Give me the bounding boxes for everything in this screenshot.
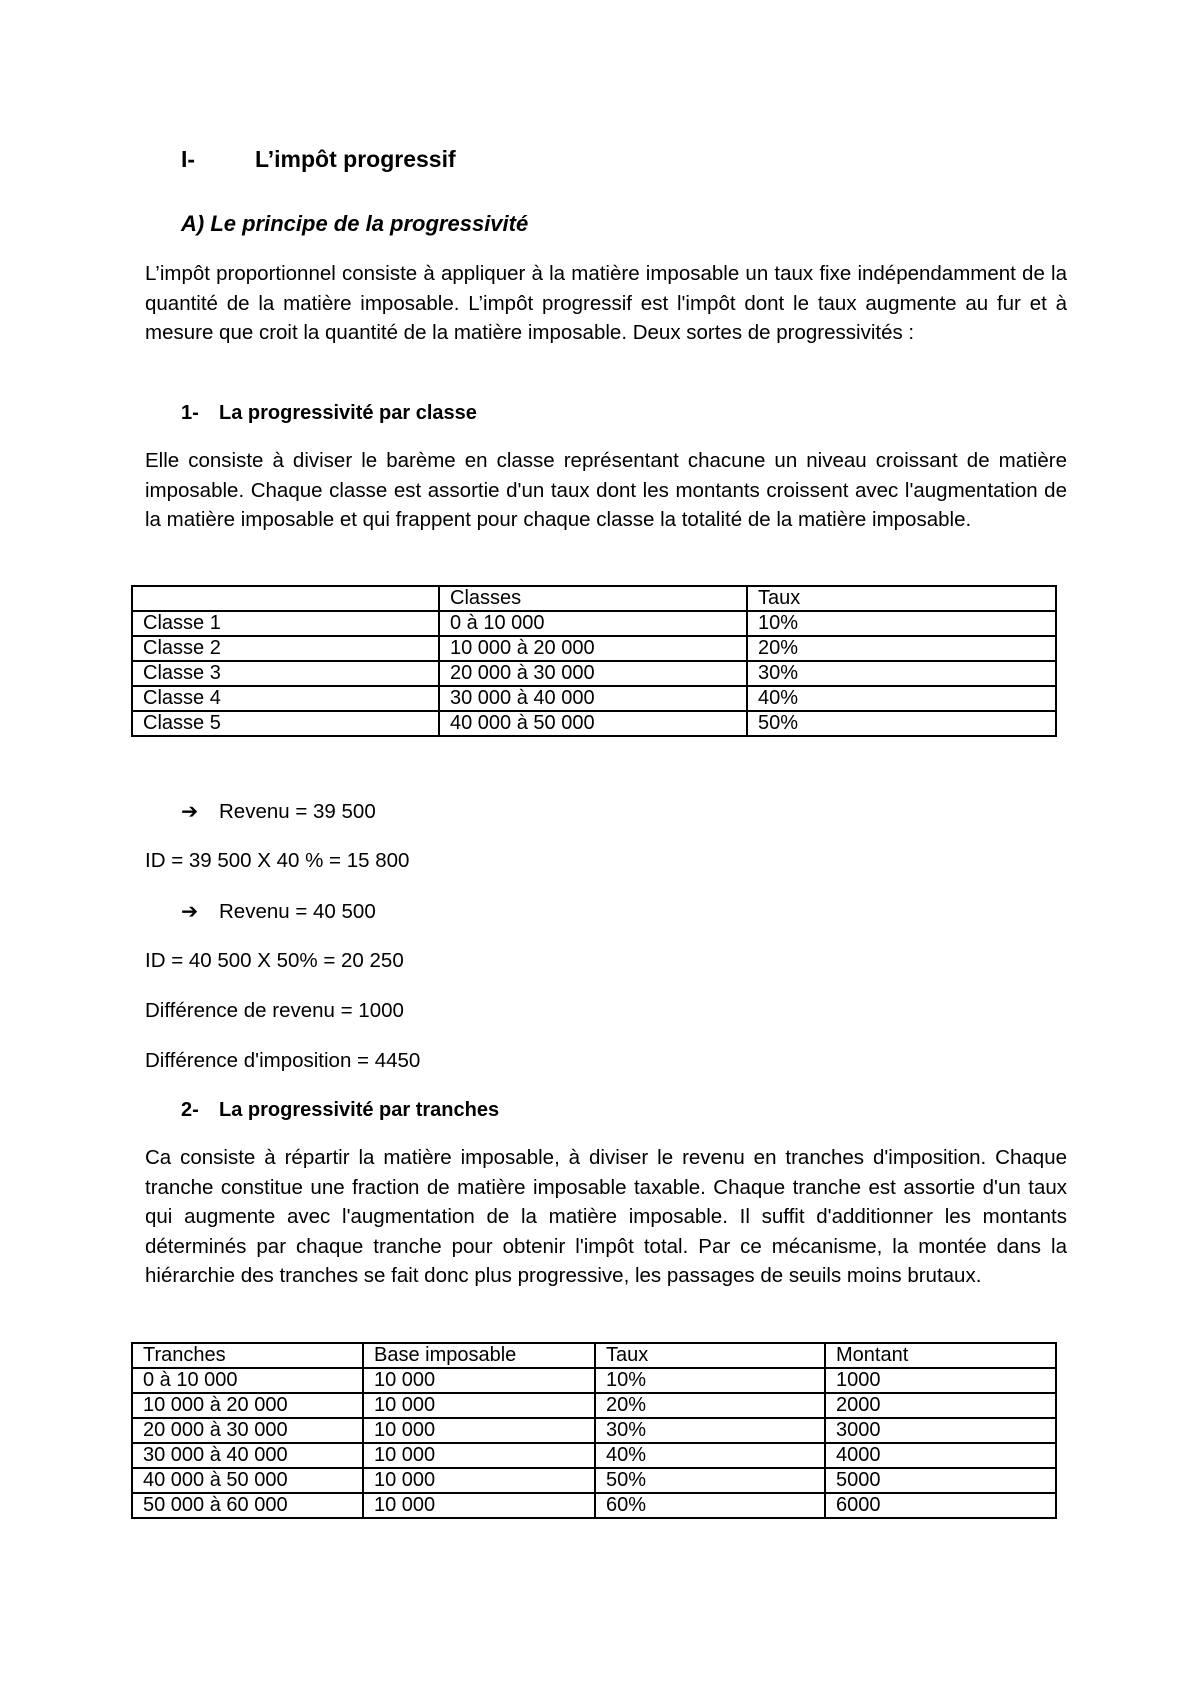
table-cell: Classe 5 <box>132 711 439 736</box>
revenue-line-1 <box>181 799 376 824</box>
table-cell: 40% <box>595 1443 825 1468</box>
table-cell: 6000 <box>825 1493 1056 1518</box>
subsection-title: A) Le principe de la progressivité <box>181 211 529 236</box>
table-cell: 10 000 <box>363 1468 595 1493</box>
table-cell: 2000 <box>825 1393 1056 1418</box>
part1-paragraph: Elle consiste à diviser le barème en classe représentant chacune un niveau croissant de matière imposable. Chaque classe est assortie d'un taux dont les montants croissent avec l'augmentation de la matière imposable et qui frappent pour chaque classe la totalité de la matière imposable. <box>145 449 1067 531</box>
table-header-cell: Taux <box>747 586 1056 611</box>
tranches-table <box>131 1342 1057 1519</box>
table-cell: 40 000 à 50 000 <box>132 1468 363 1493</box>
table-cell: 5000 <box>825 1468 1056 1493</box>
part2-title: La progressivité par tranches <box>219 1099 500 1121</box>
part1-heading <box>181 402 477 425</box>
table-cell: 3000 <box>825 1418 1056 1443</box>
id-line-1: ID = 39 500 X 40 % = 15 800 <box>145 849 410 872</box>
table-header-row <box>132 1343 1056 1368</box>
table-cell: 10 000 <box>363 1368 595 1393</box>
table-cell: 30 000 à 40 000 <box>132 1443 363 1468</box>
table-cell: Classe 2 <box>132 636 439 661</box>
table-cell: 20% <box>747 636 1056 661</box>
table-row <box>132 661 1056 686</box>
table-cell: 1000 <box>825 1368 1056 1393</box>
part1-number: 1- <box>181 402 199 424</box>
table-cell: 10 000 <box>363 1443 595 1468</box>
section-title: L’impôt progressif <box>255 146 456 172</box>
table-row <box>132 686 1056 711</box>
table-cell: 30% <box>747 661 1056 686</box>
table-cell: Classe 4 <box>132 686 439 711</box>
table-cell: 10 000 à 20 000 <box>439 636 747 661</box>
table-cell: 30 000 à 40 000 <box>439 686 747 711</box>
table-cell: 10 000 à 20 000 <box>132 1393 363 1418</box>
table-header-cell: Base imposable <box>363 1343 595 1368</box>
table-row <box>132 1393 1056 1418</box>
table-row <box>132 1418 1056 1443</box>
table-cell: 4000 <box>825 1443 1056 1468</box>
table-cell: 10 000 <box>363 1393 595 1418</box>
arrow-right-icon: ➔ <box>181 900 199 923</box>
table-cell: 40% <box>747 686 1056 711</box>
part2-paragraph: Ca consiste à répartir la matière imposable, à diviser le revenu en tranches d'imposition. Chaque tranche constitue une fraction de matière imposable taxable. Chaque tranche est assortie d'un taux qui augmente avec l'augmentation de la matière imposable. Il suffit d'additionner les montants déterminés par chaque tranche pour obtenir l'impôt total. Par ce mécanisme, la montée dans la hiérarchie des tranches se fait donc plus progressive, les passages de seuils moins brutaux. <box>145 1146 1067 1287</box>
part2-number: 2- <box>181 1099 199 1121</box>
table-cell: Classe 3 <box>132 661 439 686</box>
table-cell: 20% <box>595 1393 825 1418</box>
section-heading <box>181 146 681 174</box>
table-row <box>132 1468 1056 1493</box>
table-cell: 0 à 10 000 <box>132 1368 363 1393</box>
part1-title: La progressivité par classe <box>219 402 477 424</box>
table-cell: 10 000 <box>363 1418 595 1443</box>
table-cell: 30% <box>595 1418 825 1443</box>
table-cell: 50% <box>595 1468 825 1493</box>
table-cell: 0 à 10 000 <box>439 611 747 636</box>
table-cell: 40 000 à 50 000 <box>439 711 747 736</box>
diff-imposition-line: Différence d'imposition = 4450 <box>145 1049 421 1072</box>
part2-heading <box>181 1099 499 1122</box>
revenue-text-2: Revenu = 40 500 <box>219 900 376 923</box>
table-cell: 60% <box>595 1493 825 1518</box>
table-header-cell: Tranches <box>132 1343 363 1368</box>
section-number: I- <box>181 146 196 172</box>
table-cell: 20 000 à 30 000 <box>439 661 747 686</box>
revenue-line-2 <box>181 899 376 924</box>
arrow-right-icon: ➔ <box>181 800 199 823</box>
table-cell: Classe 1 <box>132 611 439 636</box>
table-cell: 10% <box>747 611 1056 636</box>
table-row <box>132 1493 1056 1518</box>
table-cell: 10% <box>595 1368 825 1393</box>
table-cell: 10 000 <box>363 1493 595 1518</box>
id-line-2: ID = 40 500 X 50% = 20 250 <box>145 949 404 972</box>
table-row <box>132 1368 1056 1393</box>
table-row <box>132 1443 1056 1468</box>
table-header-cell: Taux <box>595 1343 825 1368</box>
intro-paragraph: L’impôt proportionnel consiste à appliquer à la matière imposable un taux fixe indépendamment de la quantité de la matière imposable. L’impôt progressif est l'impôt dont le taux augmente au fur et à mesure que croit la quantité de la matière imposable. Deux sortes de progressivités : <box>145 262 1067 344</box>
table-cell: 50% <box>747 711 1056 736</box>
table-header-row <box>132 586 1056 611</box>
diff-revenue-line: Différence de revenu = 1000 <box>145 999 404 1022</box>
table-row <box>132 711 1056 736</box>
table-header-cell: Montant <box>825 1343 1056 1368</box>
table-row <box>132 611 1056 636</box>
revenue-text-1: Revenu = 39 500 <box>219 800 376 823</box>
table-row <box>132 636 1056 661</box>
table-cell: 50 000 à 60 000 <box>132 1493 363 1518</box>
classes-table <box>131 585 1057 737</box>
table-cell: 20 000 à 30 000 <box>132 1418 363 1443</box>
table-header-cell <box>132 586 439 611</box>
table-header-cell: Classes <box>439 586 747 611</box>
